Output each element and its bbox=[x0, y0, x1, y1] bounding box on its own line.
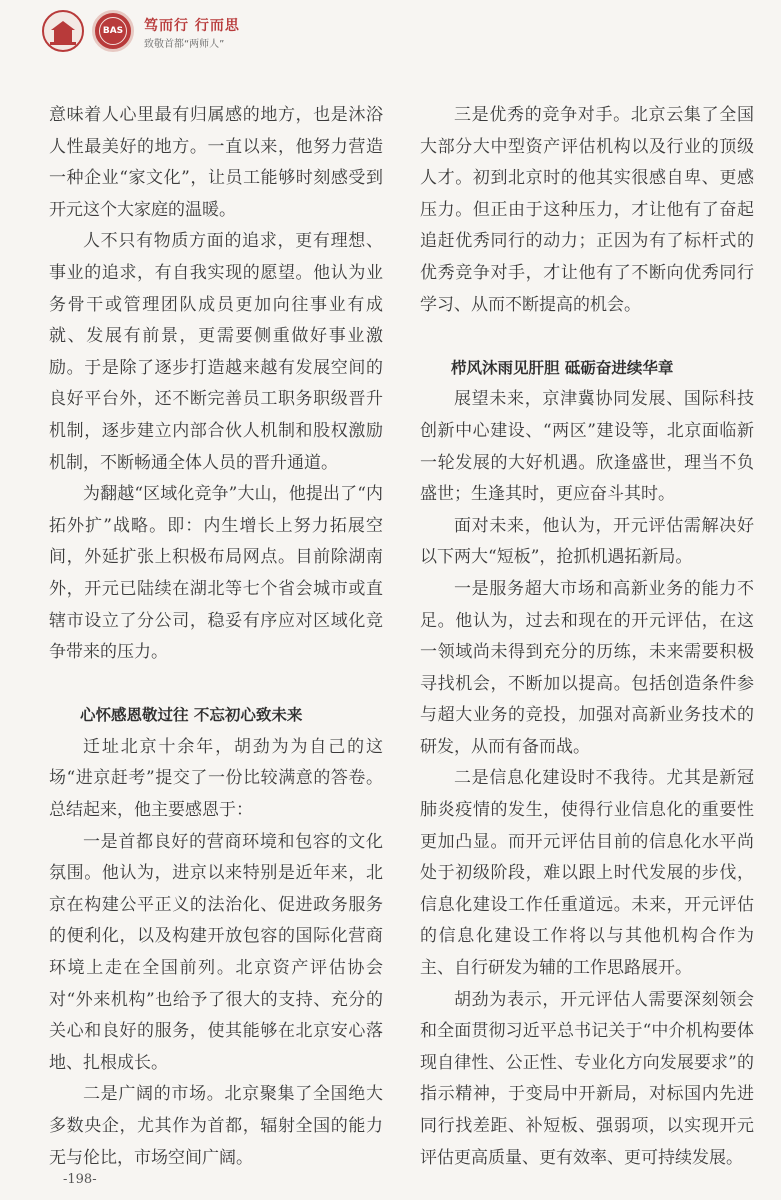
right-column bbox=[420, 100, 754, 1174]
section-heading: 栉风沐雨见肝胆 砥砺奋进续华章 bbox=[451, 358, 674, 377]
paragraph: 迁址北京十余年，胡劲为为自己的这场“进京赶考”提交了一份比较满意的答卷。总结起来，他主要感恩于： bbox=[49, 736, 383, 821]
paragraph: 胡劲为表示，开元评估人需要深刻领会和全面贯彻习近平总书记关于“中介机构要体现自律性、公正性、专业化方向发展要求”的指示精神，于变局中开新局，对标国内先进同行找差距、补短板、强弱项，以实现开元评估更高质量、更有效率、更可持续发展。 bbox=[420, 989, 754, 1168]
paragraph: 一是首都良好的营商环境和包容的文化氛围。他认为，进京以来特别是近年来，北京在构建公平正义的法治化、促进政务服务的便利化，以及构建开放包容的国际化营商环境上走在全国前列。北京资产评估协会对“外来机构”也给予了很大的支持、充分的关心和良好的服务，使其能够在北京安心落地、扎根成长。 bbox=[49, 831, 383, 1073]
header-motto: 笃而行 行而思 bbox=[144, 18, 240, 34]
section-heading: 心怀感恩敬过往 不忘初心致未来 bbox=[80, 706, 303, 725]
header-tagline: 致敬首都“两师人” bbox=[144, 39, 225, 50]
paragraph: 展望未来，京津冀协同发展、国际科技创新中心建设、“两区”建设等，北京面临新一轮发展的大好机遇。欣逢盛世，理当不负盛世；生逢其时，更应奋斗其时。 bbox=[420, 389, 754, 505]
paragraph: 一是服务超大市场和高新业务的能力不足。他认为，过去和现在的开元评估，在这一领域尚未得到充分的历练，未来需要积极寻找机会，不断加以提高。包括创造条件参与超大业务的竞投，加强对高新业务技术的研发，从而有备而战。 bbox=[420, 578, 754, 757]
building-logo-icon bbox=[42, 10, 84, 52]
bas-logo-icon bbox=[92, 10, 134, 52]
paragraph: 面对未来，他认为，开元评估需解决好以下两大“短板”，抢抓机遇拓新局。 bbox=[420, 515, 754, 568]
page-number: -198- bbox=[63, 1172, 97, 1187]
left-column bbox=[49, 100, 383, 1174]
paragraph: 意味着人心里最有归属感的地方，也是沐浴人性最美好的地方。一直以来，他努力营造一种企业“家文化”，让员工能够时刻感受到开元这个大家庭的温暖。 bbox=[49, 105, 383, 220]
bas-logo-text: BAS bbox=[102, 26, 124, 36]
paragraph: 为翻越“区域化竞争”大山，他提出了“内拓外扩”战略。即：内生增长上努力拓展空间，外延扩张上积极布局网点。目前除湖南外，开元已陆续在湖北等七个省会城市或直辖市设立了分公司，稳妥有序应对区域化竞争带来的压力。 bbox=[49, 484, 383, 663]
paragraph: 二是广阔的市场。北京聚集了全国绝大多数央企，尤其作为首都，辐射全国的能力无与伦比，市场空间广阔。 bbox=[49, 1084, 383, 1168]
page-header bbox=[42, 8, 442, 54]
paragraph: 三是优秀的竞争对手。北京云集了全国大部分大中型资产评估机构以及行业的顶级人才。初到北京时的他其实很感自卑、更感压力。但正由于这种压力，才让他有了奋起追赶优秀同行的动力；正因为有了标杆式的优秀竞争对手，才让他有了不断向优秀同行学习、从而不断提高的机会。 bbox=[420, 105, 754, 315]
paragraph: 人不只有物质方面的追求，更有理想、事业的追求，有自我实现的愿望。他认为业务骨干或管理团队成员更加向往事业有成就、发展有前景，更需要侧重做好事业激励。于是除了逐步打造越来越有发展空间的良好平台外，还不断完善员工职务职级晋升机制，逐步建立内部合伙人机制和股权激励机制，不断畅通全体人员的晋升通道。 bbox=[49, 231, 383, 473]
paragraph: 二是信息化建设时不我待。尤其是新冠肺炎疫情的发生，使得行业信息化的重要性更加凸显。而开元评估目前的信息化水平尚处于初级阶段，难以跟上时代发展的步伐，信息化建设工作任重道远。未来，开元评估的信息化建设工作将以与其他机构合作为主、自行研发为辅的工作思路展开。 bbox=[420, 768, 754, 979]
